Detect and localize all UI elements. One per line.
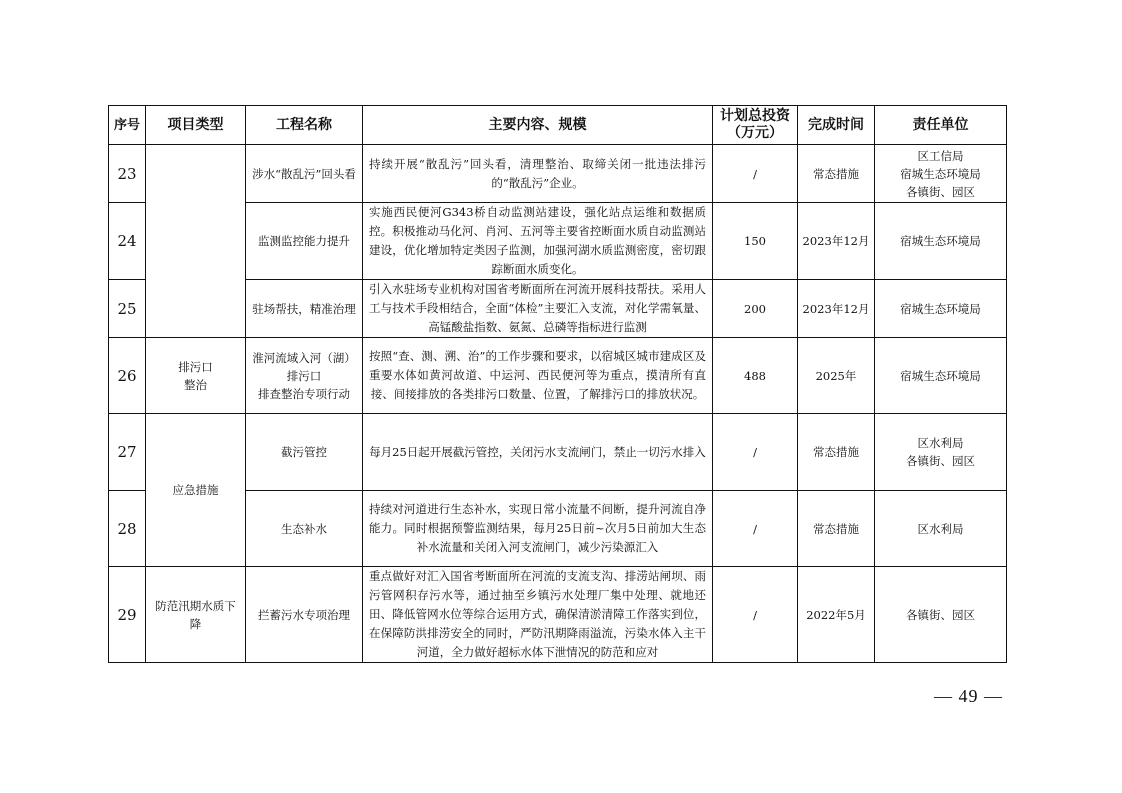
row-number: 27	[109, 414, 146, 491]
project-content: 引入水驻场专业机构对国省考断面所在河流开展科技帮扶。采用人工与技术手段相结合，全面“体检”主要汇入支流，对化学需氧量、高锰酸盐指数、氨氮、总磷等指标进行监测	[363, 280, 713, 338]
project-name: 生态补水	[246, 491, 363, 567]
project-name: 涉水“散乱污”回头看	[246, 145, 363, 203]
row-number: 25	[109, 280, 146, 338]
completion-time: 常态措施	[798, 145, 875, 203]
completion-time: 2023年12月	[798, 203, 875, 280]
investment: /	[713, 145, 798, 203]
row-number: 26	[109, 338, 146, 414]
row-number: 28	[109, 491, 146, 567]
investment: /	[713, 414, 798, 491]
header-no: 序号	[109, 106, 146, 145]
header-unit: 责任单位	[875, 106, 1007, 145]
investment: 200	[713, 280, 798, 338]
investment: 488	[713, 338, 798, 414]
table-row	[109, 338, 1007, 414]
responsible-unit: 区工信局 宿城生态环境局 各镇街、园区	[875, 145, 1007, 203]
row-number: 24	[109, 203, 146, 280]
table-row	[109, 567, 1007, 663]
completion-time: 2022年5月	[798, 567, 875, 663]
table-header-row	[109, 106, 1007, 145]
header-content: 主要内容、规模	[363, 106, 713, 145]
project-name: 拦蓄污水专项治理	[246, 567, 363, 663]
project-content: 实施西民便河G343桥自动监测站建设，强化站点运维和数据质控。积极推动马化河、肖河、五河等主要省控断面水质自动监测站建设，优化增加特定类因子监测，加强河湖水质监测密度，密切跟踪断面水质变化。	[363, 203, 713, 280]
row-number: 29	[109, 567, 146, 663]
table-row	[109, 145, 1007, 203]
investment: /	[713, 491, 798, 567]
investment: /	[713, 567, 798, 663]
completion-time: 常态措施	[798, 414, 875, 491]
header-invest: 计划总投资（万元）	[713, 106, 798, 145]
project-content: 重点做好对汇入国省考断面所在河流的支流支沟、排涝站闸坝、雨污管网积存污水等，通过抽至乡镇污水处理厂集中处理、就地还田、降低管网水位等综合运用方式，确保清淤清障工作落实到位，在保障防洪排涝安全的同时，严防汛期降雨溢流，污染水体入主干河道，全力做好超标水体下泄情况的防范和应对	[363, 567, 713, 663]
project-type: 应急措施	[146, 414, 246, 567]
investment: 150	[713, 203, 798, 280]
header-type: 项目类型	[146, 106, 246, 145]
row-number: 23	[109, 145, 146, 203]
project-type: 防范汛期水质下降	[146, 567, 246, 663]
responsible-unit: 区水利局 各镇街、园区	[875, 414, 1007, 491]
responsible-unit: 各镇街、园区	[875, 567, 1007, 663]
responsible-unit: 宿城生态环境局	[875, 203, 1007, 280]
project-content: 按照“查、测、溯、治”的工作步骤和要求，以宿城区城市建成区及重要水体如黄河故道、中运河、西民便河等为重点，摸清所有直接、间接排放的各类排污口数量、位置，了解排污口的排放状况。	[363, 338, 713, 414]
completion-time: 2025年	[798, 338, 875, 414]
project-name: 监测监控能力提升	[246, 203, 363, 280]
header-time: 完成时间	[798, 106, 875, 145]
completion-time: 2023年12月	[798, 280, 875, 338]
project-type: 排污口 整治	[146, 338, 246, 414]
header-name: 工程名称	[246, 106, 363, 145]
table-row	[109, 414, 1007, 491]
responsible-unit: 宿城生态环境局	[875, 280, 1007, 338]
project-name: 淮河流域入河（湖）排污口 排查整治专项行动	[246, 338, 363, 414]
completion-time: 常态措施	[798, 491, 875, 567]
project-name: 驻场帮扶，精准治理	[246, 280, 363, 338]
page-number: — 49 —	[934, 686, 1003, 706]
responsible-unit: 宿城生态环境局	[875, 338, 1007, 414]
project-table	[108, 105, 1007, 663]
project-content: 持续开展“散乱污”回头看，清理整治、取缔关闭一批违法排污的“散乱污”企业。	[363, 145, 713, 203]
project-content: 每月25日起开展截污管控，关闭污水支流闸门，禁止一切污水排入	[363, 414, 713, 491]
project-type	[146, 145, 246, 338]
responsible-unit: 区水利局	[875, 491, 1007, 567]
project-name: 截污管控	[246, 414, 363, 491]
project-content: 持续对河道进行生态补水，实现日常小流量不间断，提升河流自净能力。同时根据预警监测结果，每月25日前~次月5日前加大生态补水流量和关闭入河支流闸门，减少污染源汇入	[363, 491, 713, 567]
